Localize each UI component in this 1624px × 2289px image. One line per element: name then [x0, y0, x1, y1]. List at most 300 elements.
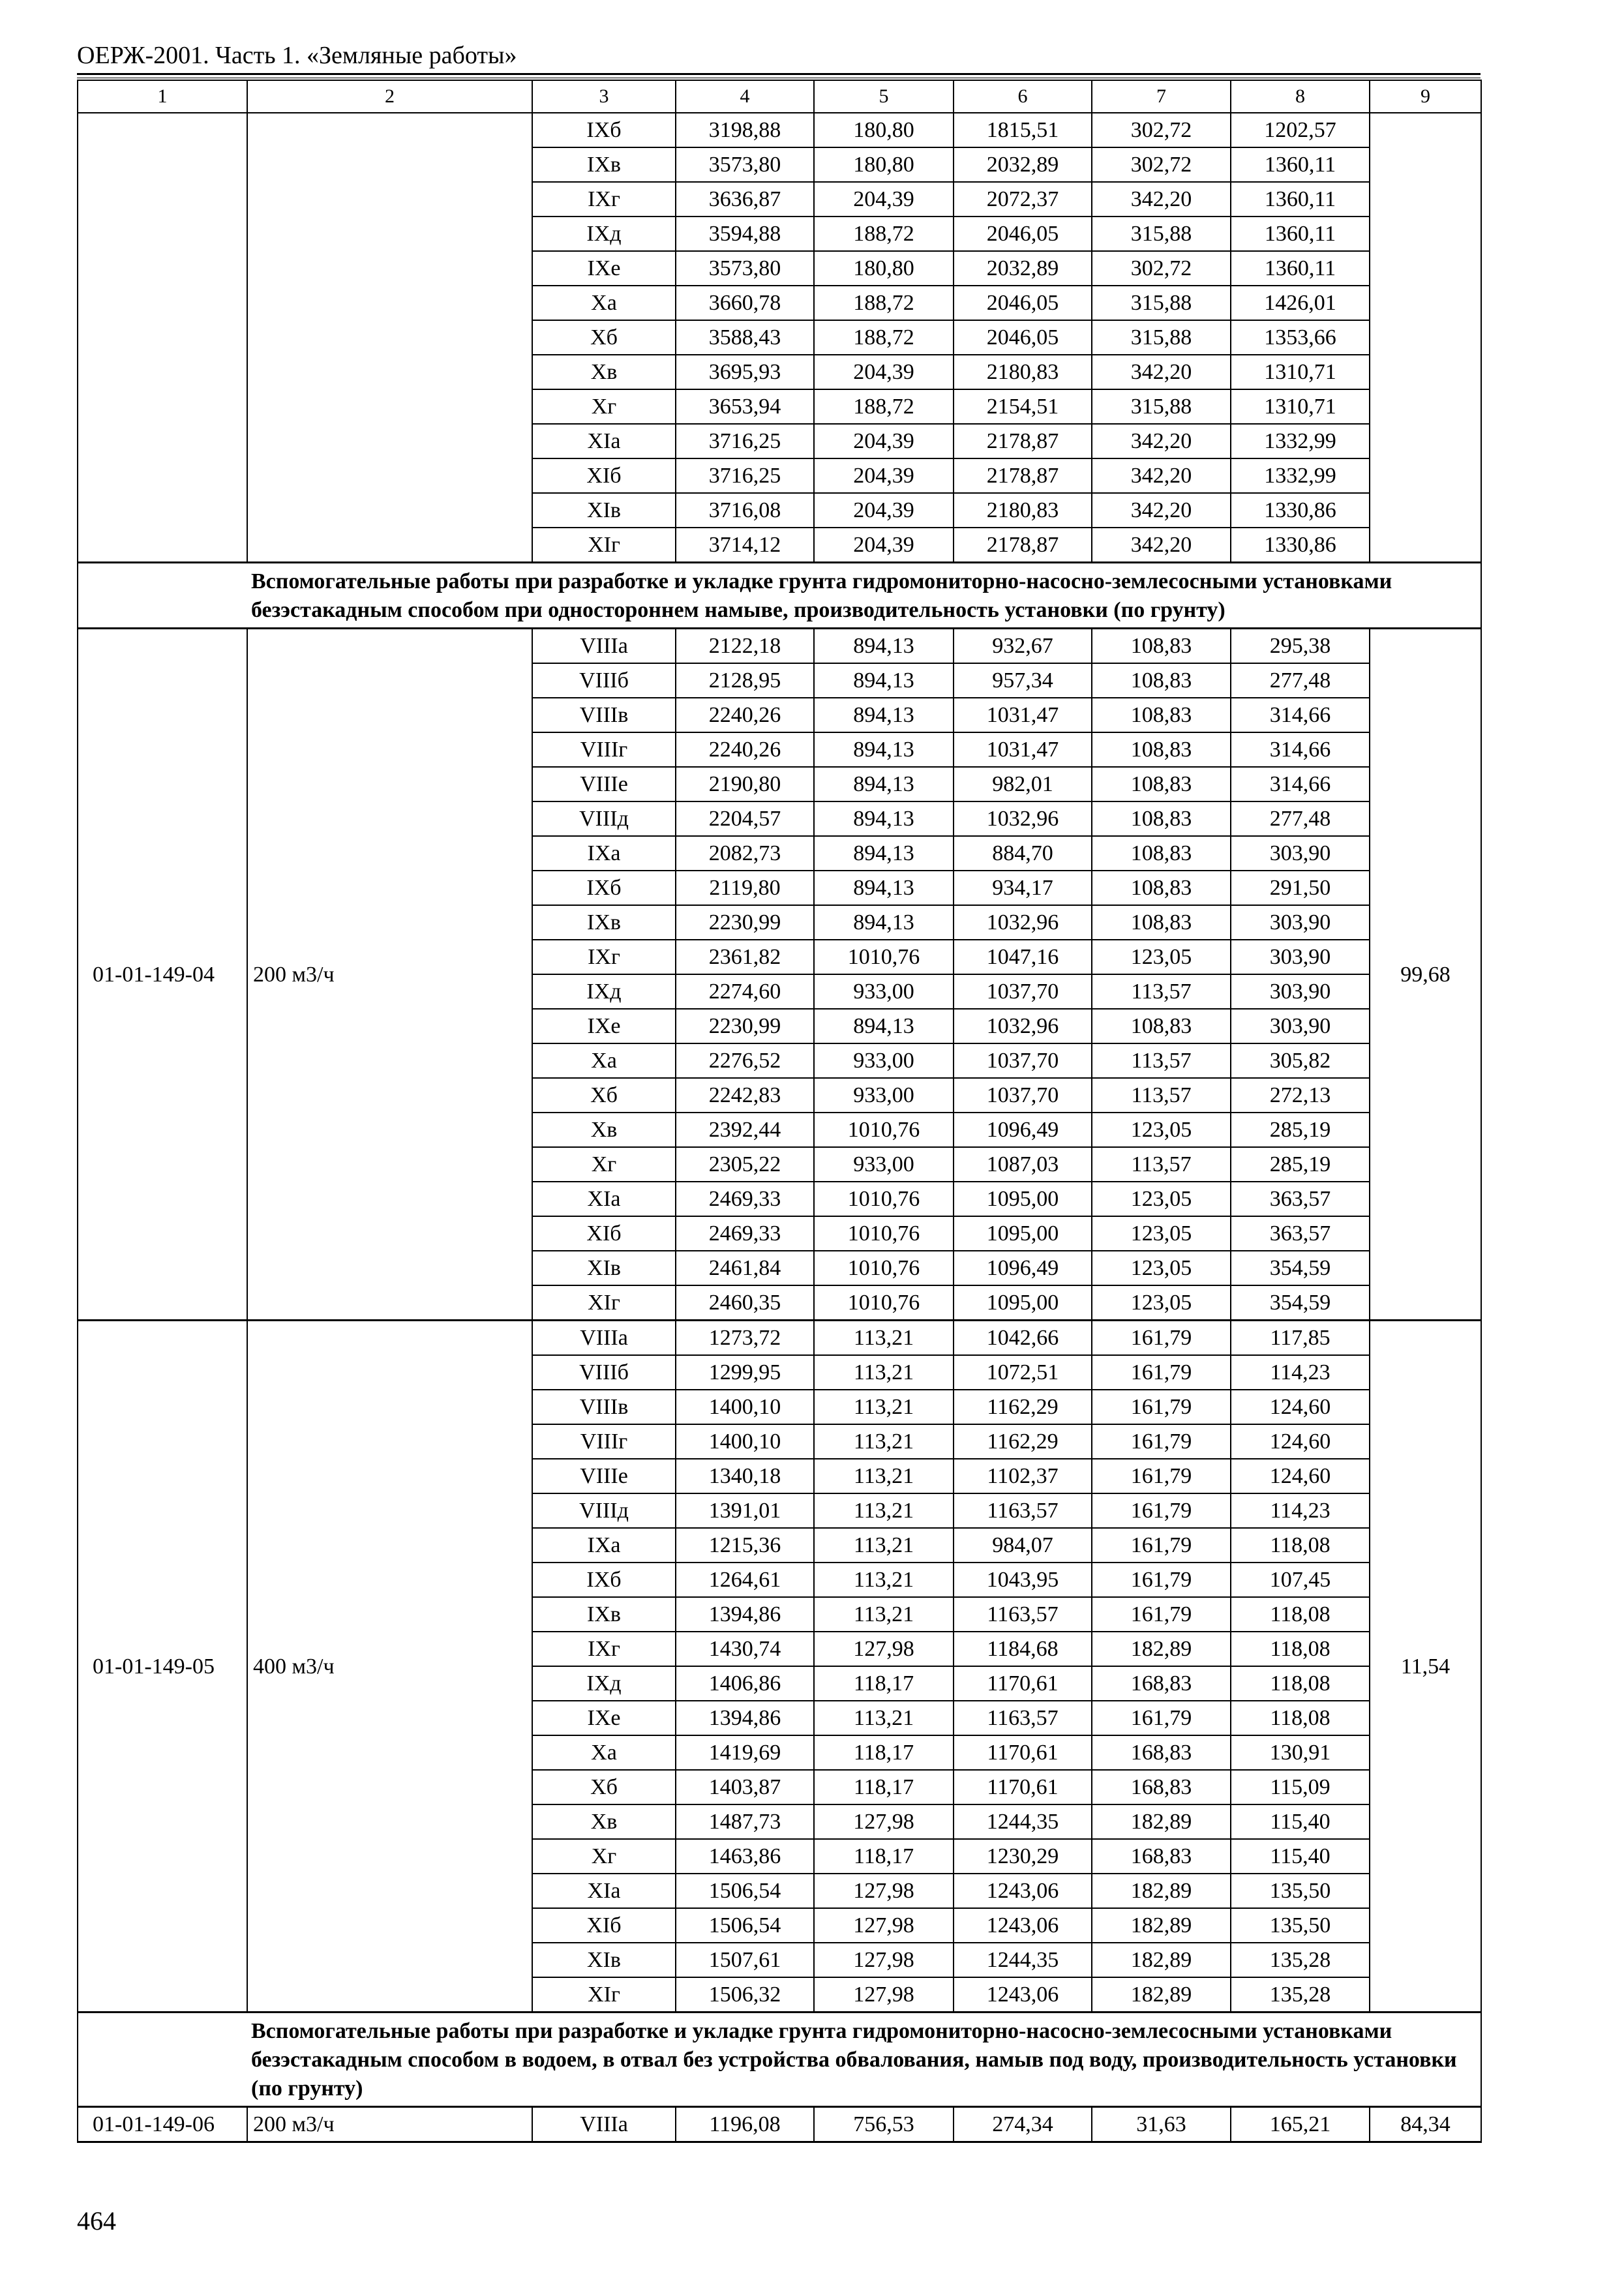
machine-operation: 1170,61 — [954, 1735, 1092, 1770]
soil-group: IXв — [532, 147, 676, 182]
materials: 1360,11 — [1231, 182, 1370, 217]
labor-wages: 127,98 — [814, 1804, 954, 1839]
machinist-wages: 315,88 — [1092, 286, 1231, 320]
column-number-row — [78, 80, 1481, 113]
total-cost: 1196,08 — [676, 2107, 814, 2142]
soil-group: XIб — [532, 458, 676, 493]
total-cost: 2460,35 — [676, 1285, 814, 1321]
materials: 305,82 — [1231, 1043, 1370, 1078]
materials: 124,60 — [1231, 1390, 1370, 1424]
total-cost: 1340,18 — [676, 1459, 814, 1493]
soil-group: XIа — [532, 1874, 676, 1908]
machine-operation: 984,07 — [954, 1528, 1092, 1563]
machine-operation: 1230,29 — [954, 1839, 1092, 1874]
labor-wages: 1010,76 — [814, 940, 954, 974]
machinist-wages: 113,57 — [1092, 1078, 1231, 1113]
total-cost: 1506,32 — [676, 1977, 814, 2012]
soil-group: Xв — [532, 1804, 676, 1839]
column-number: 7 — [1092, 80, 1231, 113]
labor-wages: 113,21 — [814, 1459, 954, 1493]
labor-wages: 188,72 — [814, 389, 954, 424]
total-cost: 2240,26 — [676, 698, 814, 732]
labor-wages: 204,39 — [814, 493, 954, 528]
machinist-wages: 108,83 — [1092, 1009, 1231, 1043]
labor-wages: 204,39 — [814, 182, 954, 217]
total-cost: 1400,10 — [676, 1390, 814, 1424]
materials: 118,08 — [1231, 1597, 1370, 1632]
labor-wages: 118,17 — [814, 1735, 954, 1770]
machine-operation: 1096,49 — [954, 1251, 1092, 1285]
total-cost: 1487,73 — [676, 1804, 814, 1839]
machinist-wages: 302,72 — [1092, 251, 1231, 286]
labor-wages: 204,39 — [814, 424, 954, 458]
column-number: 5 — [814, 80, 954, 113]
machinist-wages: 108,83 — [1092, 629, 1231, 664]
machinist-wages: 315,88 — [1092, 217, 1231, 251]
column-number: 6 — [954, 80, 1092, 113]
machine-operation: 1037,70 — [954, 974, 1092, 1009]
labor-wages: 180,80 — [814, 147, 954, 182]
machine-operation: 2178,87 — [954, 458, 1092, 493]
machine-operation: 1170,61 — [954, 1666, 1092, 1701]
total-cost: 2274,60 — [676, 974, 814, 1009]
machinist-wages: 342,20 — [1092, 424, 1231, 458]
soil-group: IXб — [532, 871, 676, 905]
total-cost: 2469,33 — [676, 1216, 814, 1251]
total-cost: 2128,95 — [676, 663, 814, 698]
total-cost: 3716,25 — [676, 458, 814, 493]
labor-wages: 894,13 — [814, 1009, 954, 1043]
machinist-wages: 123,05 — [1092, 940, 1231, 974]
soil-group: VIIIа — [532, 2107, 676, 2142]
materials: 285,19 — [1231, 1113, 1370, 1147]
soil-group: XIб — [532, 1908, 676, 1943]
column-number: 9 — [1370, 80, 1481, 113]
soil-group: IXд — [532, 217, 676, 251]
materials: 314,66 — [1231, 767, 1370, 801]
soil-group: IXе — [532, 1701, 676, 1735]
materials: 130,91 — [1231, 1735, 1370, 1770]
materials: 1202,57 — [1231, 113, 1370, 147]
machine-operation: 1102,37 — [954, 1459, 1092, 1493]
total-cost: 2469,33 — [676, 1182, 814, 1216]
section-heading-blank — [78, 2012, 247, 2107]
machine-operation: 2178,87 — [954, 528, 1092, 563]
labor-wages: 1010,76 — [814, 1182, 954, 1216]
machinist-wages: 123,05 — [1092, 1113, 1231, 1147]
machine-operation: 1163,57 — [954, 1701, 1092, 1735]
machine-operation: 1244,35 — [954, 1943, 1092, 1977]
labor-wages: 1010,76 — [814, 1216, 954, 1251]
header-rule — [77, 73, 1481, 75]
materials: 303,90 — [1231, 1009, 1370, 1043]
machine-operation: 1032,96 — [954, 905, 1092, 940]
total-cost: 1463,86 — [676, 1839, 814, 1874]
labor-wages: 113,21 — [814, 1355, 954, 1390]
machinist-wages: 342,20 — [1092, 493, 1231, 528]
machinist-wages: 161,79 — [1092, 1597, 1231, 1632]
total-cost: 2190,80 — [676, 767, 814, 801]
machinist-wages: 168,83 — [1092, 1770, 1231, 1804]
labor-wages: 894,13 — [814, 663, 954, 698]
labor-wages: 204,39 — [814, 528, 954, 563]
machinist-wages: 168,83 — [1092, 1666, 1231, 1701]
machinist-wages: 161,79 — [1092, 1355, 1231, 1390]
total-cost: 2361,82 — [676, 940, 814, 974]
soil-group: IXб — [532, 113, 676, 147]
total-cost: 2119,80 — [676, 871, 814, 905]
soil-group: VIIIв — [532, 698, 676, 732]
labor-wages: 204,39 — [814, 458, 954, 493]
page-number: 464 — [77, 2206, 116, 2236]
machine-operation: 1047,16 — [954, 940, 1092, 974]
labor-wages: 894,13 — [814, 801, 954, 836]
materials: 118,08 — [1231, 1632, 1370, 1666]
total-cost: 2230,99 — [676, 905, 814, 940]
machine-operation: 1815,51 — [954, 113, 1092, 147]
machinist-wages: 108,83 — [1092, 836, 1231, 871]
machine-operation: 932,67 — [954, 629, 1092, 664]
machine-operation: 1031,47 — [954, 732, 1092, 767]
labor-wages: 894,13 — [814, 698, 954, 732]
labor-cost-empty — [1370, 113, 1481, 563]
total-cost: 1394,86 — [676, 1597, 814, 1632]
machine-operation: 1162,29 — [954, 1390, 1092, 1424]
labor-wages: 933,00 — [814, 1078, 954, 1113]
soil-group: VIIIг — [532, 1424, 676, 1459]
soil-group: VIIIа — [532, 629, 676, 664]
labor-wages: 933,00 — [814, 1043, 954, 1078]
total-cost: 3653,94 — [676, 389, 814, 424]
total-cost: 2242,83 — [676, 1078, 814, 1113]
machinist-wages: 182,89 — [1092, 1632, 1231, 1666]
soil-group: IXв — [532, 905, 676, 940]
machine-operation: 1170,61 — [954, 1770, 1092, 1804]
soil-group: Xа — [532, 1735, 676, 1770]
labor-wages: 1010,76 — [814, 1285, 954, 1321]
total-cost: 2305,22 — [676, 1147, 814, 1182]
soil-group: XIв — [532, 1943, 676, 1977]
total-cost: 1419,69 — [676, 1735, 814, 1770]
total-cost: 2082,73 — [676, 836, 814, 871]
materials: 1330,86 — [1231, 493, 1370, 528]
machinist-wages: 123,05 — [1092, 1285, 1231, 1321]
total-cost: 3660,78 — [676, 286, 814, 320]
total-cost: 1400,10 — [676, 1424, 814, 1459]
soil-group: Xв — [532, 355, 676, 389]
total-cost: 1506,54 — [676, 1908, 814, 1943]
soil-group: IXе — [532, 1009, 676, 1043]
soil-group: VIIIб — [532, 663, 676, 698]
soil-group: XIв — [532, 493, 676, 528]
materials: 354,59 — [1231, 1285, 1370, 1321]
labor-wages: 894,13 — [814, 871, 954, 905]
rate-code-empty — [78, 113, 247, 563]
machine-operation: 1243,06 — [954, 1908, 1092, 1943]
materials: 303,90 — [1231, 974, 1370, 1009]
soil-group: VIIIд — [532, 801, 676, 836]
labor-wages: 118,17 — [814, 1666, 954, 1701]
total-cost: 2122,18 — [676, 629, 814, 664]
labor-wages: 127,98 — [814, 1977, 954, 2012]
labor-wages: 756,53 — [814, 2107, 954, 2142]
machine-operation: 2178,87 — [954, 424, 1092, 458]
machine-operation: 1031,47 — [954, 698, 1092, 732]
machinist-wages: 182,89 — [1092, 1977, 1231, 2012]
soil-group: VIIIв — [532, 1390, 676, 1424]
materials: 1332,99 — [1231, 458, 1370, 493]
materials: 1332,99 — [1231, 424, 1370, 458]
labor-wages: 933,00 — [814, 1147, 954, 1182]
machine-operation: 1072,51 — [954, 1355, 1092, 1390]
machine-operation: 982,01 — [954, 767, 1092, 801]
soil-group: IXг — [532, 940, 676, 974]
materials: 1310,71 — [1231, 355, 1370, 389]
machinist-wages: 342,20 — [1092, 182, 1231, 217]
soil-group: XIг — [532, 1285, 676, 1321]
labor-cost-value: 84,34 — [1370, 2107, 1481, 2142]
labor-wages: 1010,76 — [814, 1251, 954, 1285]
labor-wages: 188,72 — [814, 320, 954, 355]
soil-group: Xв — [532, 1113, 676, 1147]
machine-operation: 2032,89 — [954, 251, 1092, 286]
soil-group: IXг — [532, 1632, 676, 1666]
machine-operation: 2046,05 — [954, 217, 1092, 251]
total-cost: 3573,80 — [676, 251, 814, 286]
machine-operation: 2154,51 — [954, 389, 1092, 424]
labor-wages: 933,00 — [814, 974, 954, 1009]
total-cost: 3594,88 — [676, 217, 814, 251]
total-cost: 3588,43 — [676, 320, 814, 355]
machine-operation: 2046,05 — [954, 286, 1092, 320]
rate-name-empty — [247, 113, 532, 563]
materials: 314,66 — [1231, 698, 1370, 732]
machinist-wages: 108,83 — [1092, 905, 1231, 940]
machinist-wages: 315,88 — [1092, 320, 1231, 355]
machine-operation: 1095,00 — [954, 1216, 1092, 1251]
machinist-wages: 31,63 — [1092, 2107, 1231, 2142]
column-number: 3 — [532, 80, 676, 113]
soil-group: Xб — [532, 1078, 676, 1113]
column-number: 8 — [1231, 80, 1370, 113]
machinist-wages: 161,79 — [1092, 1493, 1231, 1528]
column-number: 2 — [247, 80, 532, 113]
materials: 135,50 — [1231, 1908, 1370, 1943]
total-cost: 1406,86 — [676, 1666, 814, 1701]
labor-wages: 113,21 — [814, 1528, 954, 1563]
machine-operation: 274,34 — [954, 2107, 1092, 2142]
machine-operation: 2180,83 — [954, 355, 1092, 389]
machinist-wages: 123,05 — [1092, 1182, 1231, 1216]
materials: 1310,71 — [1231, 389, 1370, 424]
labor-wages: 113,21 — [814, 1493, 954, 1528]
materials: 124,60 — [1231, 1459, 1370, 1493]
labor-wages: 127,98 — [814, 1632, 954, 1666]
labor-wages: 1010,76 — [814, 1113, 954, 1147]
section-heading-blank — [78, 563, 247, 629]
materials: 363,57 — [1231, 1216, 1370, 1251]
labor-wages: 118,17 — [814, 1839, 954, 1874]
machinist-wages: 168,83 — [1092, 1735, 1231, 1770]
machine-operation: 1095,00 — [954, 1285, 1092, 1321]
labor-wages: 113,21 — [814, 1597, 954, 1632]
soil-group: XIа — [532, 1182, 676, 1216]
total-cost: 1506,54 — [676, 1874, 814, 1908]
machine-operation: 2072,37 — [954, 182, 1092, 217]
soil-group: Xб — [532, 320, 676, 355]
labor-wages: 894,13 — [814, 629, 954, 664]
materials: 124,60 — [1231, 1424, 1370, 1459]
machinist-wages: 113,57 — [1092, 974, 1231, 1009]
machinist-wages: 108,83 — [1092, 732, 1231, 767]
soil-group: XIг — [532, 528, 676, 563]
total-cost: 1273,72 — [676, 1321, 814, 1356]
labor-wages: 113,21 — [814, 1563, 954, 1597]
labor-wages: 127,98 — [814, 1943, 954, 1977]
soil-group: VIIIд — [532, 1493, 676, 1528]
total-cost: 3716,08 — [676, 493, 814, 528]
machine-operation: 1243,06 — [954, 1977, 1092, 2012]
total-cost: 2276,52 — [676, 1043, 814, 1078]
total-cost: 3573,80 — [676, 147, 814, 182]
soil-group: IXа — [532, 836, 676, 871]
machinist-wages: 123,05 — [1092, 1251, 1231, 1285]
soil-group: IXе — [532, 251, 676, 286]
soil-group: IXд — [532, 974, 676, 1009]
total-cost: 1391,01 — [676, 1493, 814, 1528]
soil-group: VIIIа — [532, 1321, 676, 1356]
total-cost: 1507,61 — [676, 1943, 814, 1977]
materials: 314,66 — [1231, 732, 1370, 767]
soil-group: XIв — [532, 1251, 676, 1285]
soil-group: IXг — [532, 182, 676, 217]
materials: 303,90 — [1231, 940, 1370, 974]
labor-wages: 118,17 — [814, 1770, 954, 1804]
machine-operation: 1184,68 — [954, 1632, 1092, 1666]
materials: 277,48 — [1231, 801, 1370, 836]
materials: 115,40 — [1231, 1839, 1370, 1874]
machinist-wages: 342,20 — [1092, 458, 1231, 493]
materials: 118,08 — [1231, 1701, 1370, 1735]
machine-operation: 1163,57 — [954, 1597, 1092, 1632]
total-cost: 1299,95 — [676, 1355, 814, 1390]
machine-operation: 1244,35 — [954, 1804, 1092, 1839]
machine-operation: 1243,06 — [954, 1874, 1092, 1908]
machine-operation: 2046,05 — [954, 320, 1092, 355]
soil-group: VIIIг — [532, 732, 676, 767]
soil-group: Xг — [532, 1147, 676, 1182]
machine-operation: 1163,57 — [954, 1493, 1092, 1528]
materials: 295,38 — [1231, 629, 1370, 664]
soil-group: Xг — [532, 1839, 676, 1874]
labor-wages: 180,80 — [814, 113, 954, 147]
materials: 272,13 — [1231, 1078, 1370, 1113]
materials: 114,23 — [1231, 1355, 1370, 1390]
materials: 118,08 — [1231, 1528, 1370, 1563]
labor-wages: 188,72 — [814, 286, 954, 320]
rate-name: 200 м3/ч — [247, 2107, 532, 2142]
machinist-wages: 161,79 — [1092, 1390, 1231, 1424]
total-cost: 3695,93 — [676, 355, 814, 389]
soil-group: IXа — [532, 1528, 676, 1563]
materials: 363,57 — [1231, 1182, 1370, 1216]
materials: 107,45 — [1231, 1563, 1370, 1597]
table-row — [78, 113, 1481, 147]
materials: 1360,11 — [1231, 147, 1370, 182]
machine-operation: 884,70 — [954, 836, 1092, 871]
rate-code: 01-01-149-06 — [78, 2107, 247, 2142]
machine-operation: 1037,70 — [954, 1043, 1092, 1078]
labor-wages: 113,21 — [814, 1424, 954, 1459]
total-cost: 2240,26 — [676, 732, 814, 767]
machine-operation: 2180,83 — [954, 493, 1092, 528]
soil-group: Xа — [532, 1043, 676, 1078]
table-row — [78, 629, 1481, 664]
materials: 114,23 — [1231, 1493, 1370, 1528]
materials: 1360,11 — [1231, 217, 1370, 251]
machine-operation: 2032,89 — [954, 147, 1092, 182]
machinist-wages: 342,20 — [1092, 528, 1231, 563]
table-row — [78, 2107, 1481, 2142]
materials: 135,28 — [1231, 1977, 1370, 2012]
machinist-wages: 161,79 — [1092, 1701, 1231, 1735]
total-cost: 1264,61 — [676, 1563, 814, 1597]
machine-operation: 1042,66 — [954, 1321, 1092, 1356]
table-row — [78, 1321, 1481, 1356]
machinist-wages: 342,20 — [1092, 355, 1231, 389]
materials: 135,28 — [1231, 1943, 1370, 1977]
machinist-wages: 123,05 — [1092, 1216, 1231, 1251]
materials: 1360,11 — [1231, 251, 1370, 286]
machinist-wages: 302,72 — [1092, 147, 1231, 182]
total-cost: 2392,44 — [676, 1113, 814, 1147]
total-cost: 2204,57 — [676, 801, 814, 836]
machinist-wages: 182,89 — [1092, 1943, 1231, 1977]
materials: 285,19 — [1231, 1147, 1370, 1182]
materials: 115,09 — [1231, 1770, 1370, 1804]
labor-wages: 113,21 — [814, 1321, 954, 1356]
labor-wages: 894,13 — [814, 732, 954, 767]
total-cost: 1430,74 — [676, 1632, 814, 1666]
labor-cost-value: 11,54 — [1370, 1321, 1481, 2012]
column-number: 4 — [676, 80, 814, 113]
rate-name: 400 м3/ч — [247, 1321, 532, 2012]
machinist-wages: 182,89 — [1092, 1804, 1231, 1839]
labor-wages: 113,21 — [814, 1701, 954, 1735]
soil-group: IXд — [532, 1666, 676, 1701]
materials: 291,50 — [1231, 871, 1370, 905]
section-heading-row — [78, 2012, 1481, 2107]
soil-group: XIа — [532, 424, 676, 458]
total-cost: 3714,12 — [676, 528, 814, 563]
soil-group: VIIIе — [532, 1459, 676, 1493]
section-heading: Вспомогательные работы при разработке и укладке грунта гидромониторно-насосно-землесосными установками безэстакадным способом в водоем, в отвал без устройства обвалования, намыв под воду, производительность установки (по грунту) — [247, 2012, 1481, 2107]
machinist-wages: 108,83 — [1092, 871, 1231, 905]
soil-group: XIг — [532, 1977, 676, 2012]
total-cost: 1394,86 — [676, 1701, 814, 1735]
soil-group: Xа — [532, 286, 676, 320]
machinist-wages: 315,88 — [1092, 389, 1231, 424]
machinist-wages: 113,57 — [1092, 1043, 1231, 1078]
materials: 277,48 — [1231, 663, 1370, 698]
total-cost: 3198,88 — [676, 113, 814, 147]
machinist-wages: 161,79 — [1092, 1424, 1231, 1459]
materials: 165,21 — [1231, 2107, 1370, 2142]
machinist-wages: 182,89 — [1092, 1874, 1231, 1908]
labor-wages: 127,98 — [814, 1874, 954, 1908]
labor-wages: 894,13 — [814, 905, 954, 940]
labor-wages: 188,72 — [814, 217, 954, 251]
